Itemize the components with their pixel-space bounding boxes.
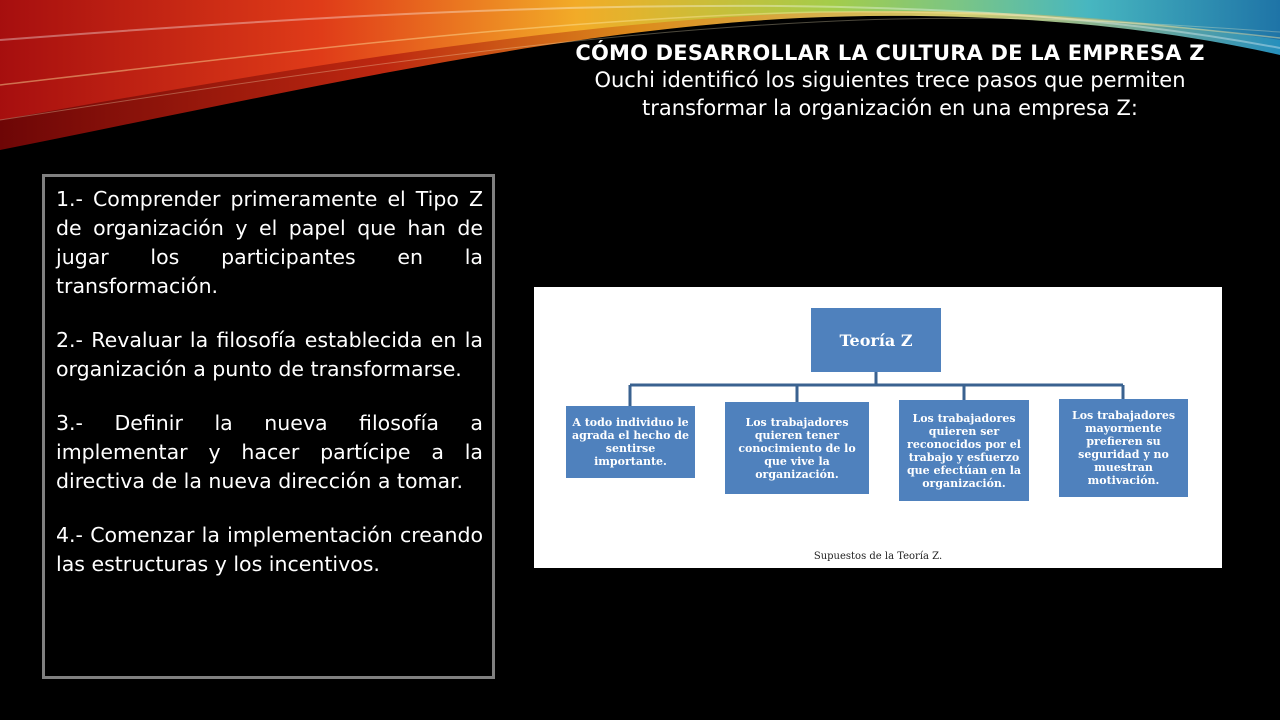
leaf-node-1: A todo individuo le agrada el hecho de sentirse importante. bbox=[566, 406, 695, 478]
slide-subtitle-line1: Ouchi identificó los siguientes trece pasos que permiten bbox=[594, 68, 1186, 92]
slide-subtitle-line2: transformar la organización en una empresa Z: bbox=[642, 96, 1138, 120]
leaf-node-4: Los trabajadores mayormente prefieren su seguridad y no muestran motivación. bbox=[1059, 399, 1188, 497]
leaf-node-3: Los trabajadores quieren ser reconocidos por el trabajo y esfuerzo que efectúan en la organización. bbox=[899, 400, 1029, 501]
step-3: 3.- Definir la nueva filosofía a implementar y hacer partícipe a la directiva de la nueva dirección a tomar. bbox=[56, 411, 483, 493]
step-2: 2.- Revaluar la filosofía establecida en la organización a punto de transformarse. bbox=[56, 328, 483, 381]
theory-z-diagram bbox=[534, 287, 1222, 568]
root-node-teoria-z: Teoría Z bbox=[811, 308, 941, 372]
diagram-caption: Supuestos de la Teoría Z. bbox=[813, 551, 943, 562]
steps-text-box bbox=[42, 174, 495, 679]
title-block bbox=[560, 40, 1220, 122]
step-1: 1.- Comprender primeramente el Tipo Z de organización y el papel que han de jugar los participantes en la transformación. bbox=[56, 187, 483, 298]
step-4: 4.- Comenzar la implementación creando las estructuras y los incentivos. bbox=[56, 523, 483, 576]
leaf-node-2: Los trabajadores quieren tener conocimiento de lo que vive la organización. bbox=[725, 402, 869, 494]
slide-heading: CÓMO DESARROLLAR LA CULTURA DE LA EMPRESA Z bbox=[575, 41, 1205, 65]
